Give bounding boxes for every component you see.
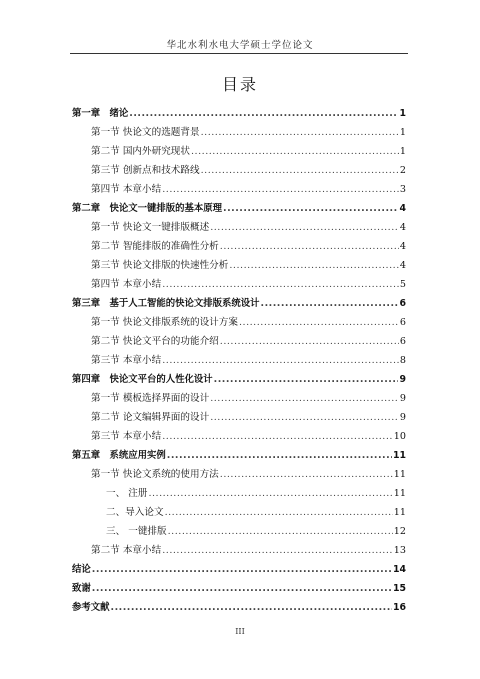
dot-leader [148,488,392,500]
dot-leader [261,298,399,310]
toc-entry[interactable] [72,260,406,272]
toc-entry[interactable] [72,545,406,557]
toc-entry[interactable] [72,393,406,405]
dot-leader [201,165,399,177]
toc-entry-label: 参考文献 [72,602,110,613]
toc-entry-page: 9 [399,412,406,423]
toc-entry-page: 4 [399,203,406,214]
toc-entry-label: 第一节 快论文一键排版概述 [91,222,210,233]
toc-entry-page: 5 [399,279,406,290]
dot-leader [162,279,399,291]
toc-entry[interactable] [72,526,406,538]
dot-leader [162,355,399,367]
dot-leader [162,184,399,196]
toc-entry[interactable] [72,564,406,576]
toc-entry-page: 4 [399,260,406,271]
dot-leader [201,127,399,139]
toc-entry-page: 15 [392,583,406,594]
toc-entry-page: 16 [392,602,406,613]
toc-entry[interactable] [72,165,406,177]
dot-leader [210,222,399,234]
dot-leader [239,317,399,329]
dot-leader [191,146,399,158]
toc-entry-page: 1 [399,108,406,119]
toc-entry-page: 9 [399,374,406,385]
toc-entry[interactable] [72,431,406,443]
toc-entry[interactable] [72,602,406,614]
dot-leader [210,393,399,405]
toc-entry-label: 第二节 智能排版的准确性分析 [91,241,219,252]
toc-entry-label: 第一章 绪论 [72,108,129,119]
header-divider [70,53,408,54]
toc-entry-label: 第一节 快论文的选题背景 [91,127,200,138]
toc-entry-page: 11 [393,507,406,518]
toc-entry-label: 第二节 快论文平台的功能介绍 [91,336,219,347]
toc-entry-label: 第二节 国内外研究现状 [91,146,190,157]
toc-entry[interactable] [72,279,406,291]
toc-entry-label: 三、 一键排版 [106,526,167,537]
toc-entry-label: 第三节 本章小结 [91,355,162,366]
toc-entry-page: 4 [399,222,406,233]
toc-entry-label: 致谢 [72,583,91,594]
toc-entry[interactable] [72,241,406,253]
dot-leader [92,564,392,576]
toc-entry[interactable] [72,336,406,348]
toc-entry-page: 11 [392,450,406,461]
toc-entry-page: 2 [399,165,406,176]
dot-leader [162,545,393,557]
toc-entry-label: 第五章 系统应用实例 [72,450,166,461]
toc-entry[interactable] [72,374,406,386]
toc-entry[interactable] [72,127,406,139]
toc-entry-page: 13 [393,545,406,556]
toc-entry-label: 第一节 模板选择界面的设计 [91,393,210,404]
toc-entry[interactable] [72,583,406,595]
toc-entry-page: 11 [393,488,406,499]
page-title: 目录 [221,75,258,94]
toc-entry-label: 结论 [72,564,91,575]
toc-entry-label: 第二节 论文编辑界面的设计 [91,412,210,423]
toc-entry[interactable] [72,507,406,519]
toc-entry-label: 第四节 本章小结 [91,279,162,290]
toc-entry[interactable] [72,488,406,500]
dot-leader [210,412,399,424]
toc-entry-label: 第二节 本章小结 [91,545,162,556]
dot-leader [111,602,392,614]
toc-entry[interactable] [72,317,406,329]
toc-entry-page: 12 [393,526,406,537]
toc-entry[interactable] [72,469,406,481]
dot-leader [165,507,393,519]
toc-entry-page: 14 [392,564,406,575]
toc-entry-label: 第二章 快论文一键排版的基本原理 [72,203,223,214]
toc-entry[interactable] [72,222,406,234]
toc-entry[interactable] [72,412,406,424]
dot-leader [162,431,393,443]
dot-leader [92,583,392,595]
toc-entry-page: 6 [399,298,406,309]
toc-entry-label: 第四节 本章小结 [91,184,162,195]
toc-entry-page: 6 [399,317,406,328]
toc-entry[interactable] [72,146,406,158]
dot-leader [220,469,393,481]
toc-entry[interactable] [72,203,406,215]
toc-entry[interactable] [72,355,406,367]
toc-entry[interactable] [72,298,406,310]
toc-entry-label: 第一节 快论文系统的使用方法 [91,469,219,480]
toc-entry-page: 3 [399,184,406,195]
running-header: 华北水利水电大学硕士学位论文 [166,40,314,51]
toc-entry-page: 10 [393,431,406,442]
page-number: III [235,627,245,636]
toc-entry-page: 9 [399,393,406,404]
dot-leader [129,108,398,120]
dot-leader [168,526,393,538]
toc-entry[interactable] [72,450,406,462]
toc-entry-page: 4 [399,241,406,252]
toc-entry-label: 第三节 快论文排版的快速性分析 [91,260,229,271]
toc-entry-page: 6 [399,336,406,347]
toc-entry-label: 第一节 快论文排版系统的设计方案 [91,317,238,328]
toc-entry-page: 8 [399,355,406,366]
toc-entry-label: 二、导入论文 [106,507,164,518]
toc-entry-page: 11 [393,469,406,480]
dot-leader [167,450,392,462]
toc-entry-label: 第三章 基于人工智能的快论文排版系统设计 [72,298,260,309]
toc-entry-label: 一、 注册 [106,488,148,499]
toc-entry-page: 1 [399,146,406,157]
toc-entry-label: 第三节 创新点和技术路线 [91,165,200,176]
dot-leader [220,241,399,253]
toc-entry-label: 第三节 本章小结 [91,431,162,442]
dot-leader [214,374,399,386]
toc-entry[interactable] [72,108,406,120]
toc-entry-label: 第四章 快论文平台的人性化设计 [72,374,213,385]
toc-entry-page: 1 [399,127,406,138]
dot-leader [223,203,398,215]
dot-leader [220,336,399,348]
dot-leader [229,260,399,272]
toc-entry[interactable] [72,184,406,196]
